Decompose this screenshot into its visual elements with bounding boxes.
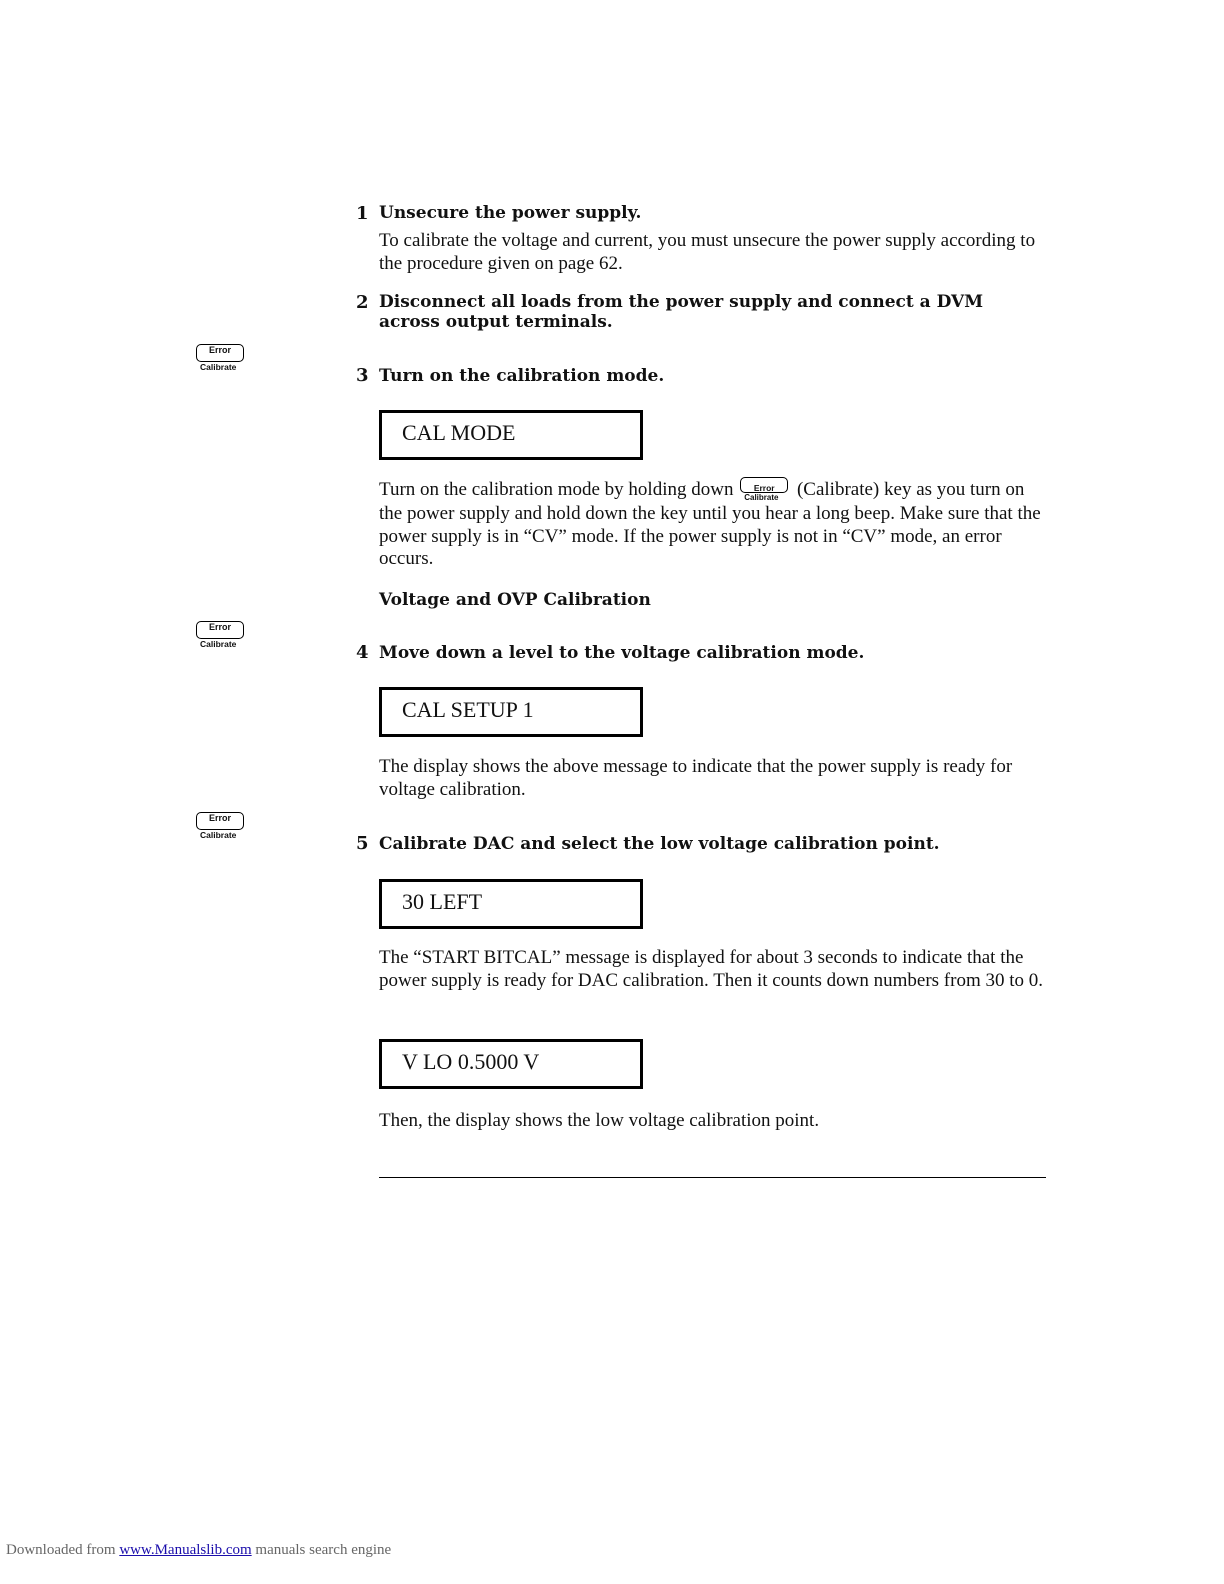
error-calibrate-key-icon (196, 812, 246, 840)
step-5-heading: Calibrate DAC and select the low voltage calibration point. (379, 834, 940, 854)
key-top-label: Error (208, 345, 231, 355)
step-1-body: To calibrate the voltage and current, you must unsecure the power supply according to the procedure given on page 62. (379, 230, 1036, 274)
error-calibrate-key-icon (196, 621, 246, 649)
key-bottom-label: Calibrate (200, 830, 237, 840)
lcd-display-vlo (379, 1039, 643, 1089)
step-1-number: 1 (356, 203, 369, 224)
manualslib-link[interactable]: www.Manualslib.com (119, 1542, 252, 1558)
step-3-body-before: Turn on the calibration mode by holding down (379, 479, 734, 500)
bottom-rule (379, 1177, 1046, 1178)
step-2-number: 2 (356, 292, 369, 313)
step-1-heading: Unsecure the power supply. (379, 203, 642, 223)
lcd-display-countdown (379, 879, 643, 929)
display-text: CAL MODE (402, 420, 516, 445)
step-3-body-after: (Calibrate) key as you turn on the power supply and hold down the key until you hear a long beep. Make sure that the power supply is in “CV” mode. If the power supply is not in “CV” mode, an error occurs. (379, 479, 1041, 569)
section-heading: Voltage and OVP Calibration (379, 590, 651, 610)
inline-key-top-label: Error (753, 483, 775, 493)
display-text: V LO 0.5000 V (402, 1049, 540, 1074)
step-5-number: 5 (356, 833, 369, 854)
lcd-display-cal-setup (379, 687, 643, 737)
inline-key-bottom-label: Calibrate (744, 493, 779, 502)
step-2-heading: Disconnect all loads from the power supply and connect a DVM across output terminals. (379, 292, 984, 332)
step-4-number: 4 (356, 642, 369, 663)
display-text: CAL SETUP 1 (402, 697, 534, 722)
download-footer (6, 1542, 391, 1559)
step-3-body (379, 477, 1044, 571)
step-5-body: The “START BITCAL” message is displayed for about 3 seconds to indicate that the power supply is ready for DAC calibration. Then it counts down numbers from 30 to 0. (379, 947, 1044, 991)
step-3-heading: Turn on the calibration mode. (379, 366, 665, 386)
step-4-heading: Move down a level to the voltage calibration mode. (379, 643, 865, 663)
error-calibrate-key-icon (196, 344, 246, 372)
key-bottom-label: Calibrate (200, 362, 237, 372)
key-bottom-label: Calibrate (200, 639, 237, 649)
footer-prefix: Downloaded from (6, 1542, 116, 1558)
key-top-label: Error (208, 813, 231, 823)
step-5-body-2: Then, the display shows the low voltage calibration point. (379, 1110, 820, 1131)
error-calibrate-key-inline-icon (740, 477, 790, 503)
step-3-number: 3 (356, 365, 369, 386)
key-top-label: Error (208, 622, 231, 632)
lcd-display-cal-mode (379, 410, 643, 460)
display-text: 30 LEFT (402, 889, 483, 914)
footer-suffix: manuals search engine (255, 1542, 392, 1558)
step-4-body: The display shows the above message to indicate that the power supply is ready for voltage calibration. (379, 756, 1013, 800)
